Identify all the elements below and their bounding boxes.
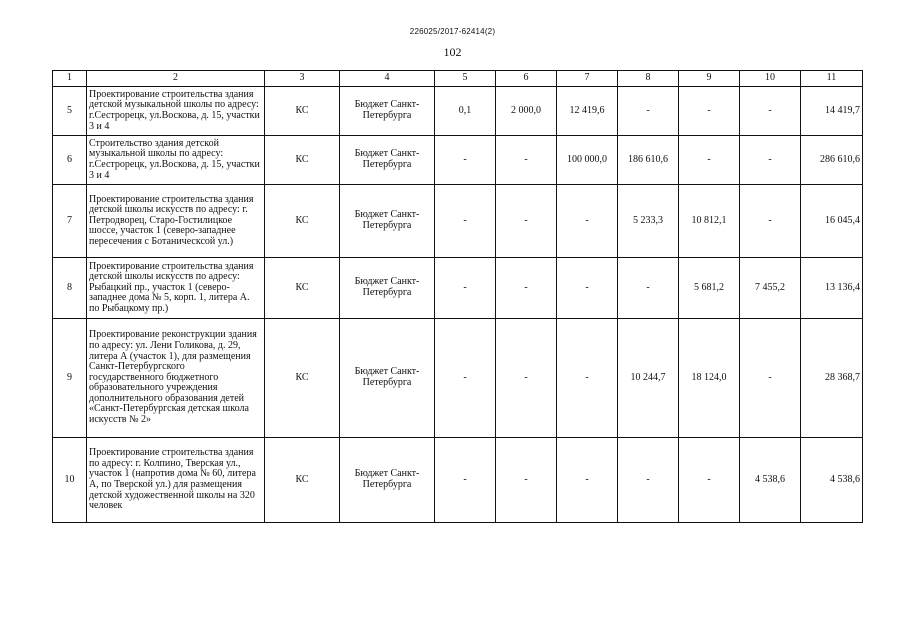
value-total: 13 136,4 <box>801 258 863 319</box>
table-row <box>53 319 863 438</box>
value-col-6: - <box>496 438 557 523</box>
value-col-6: - <box>496 185 557 258</box>
value-col-9: - <box>679 136 740 185</box>
budget-table <box>52 70 863 523</box>
funding-source: Бюджет Санкт-Петербурга <box>340 258 435 319</box>
value-col-9: 10 812,1 <box>679 185 740 258</box>
column-header: 5 <box>435 71 496 87</box>
value-total: 28 368,7 <box>801 319 863 438</box>
document-id: 226025/2017-62414(2) <box>409 27 496 36</box>
object-description: Проектирование реконструкции здания по адресу: ул. Лени Голикова, д. 29, литера А (участок 1), для размещения Санкт-Петербургского государственного бюджетного образовательного учреждения дополнительного образования детей «Санкт-Петербургская детская школа искусств № 2» <box>87 319 265 438</box>
row-number: 6 <box>53 136 87 185</box>
value-col-9: 5 681,2 <box>679 258 740 319</box>
value-col-8: 5 233,3 <box>618 185 679 258</box>
row-number: 7 <box>53 185 87 258</box>
funding-source: Бюджет Санкт-Петербурга <box>340 87 435 136</box>
value-col-7: - <box>557 319 618 438</box>
value-col-10: - <box>740 136 801 185</box>
row-number: 8 <box>53 258 87 319</box>
table-row <box>53 258 863 319</box>
value-col-5: - <box>435 136 496 185</box>
row-number: 5 <box>53 87 87 136</box>
column-header: 6 <box>496 71 557 87</box>
value-col-8: - <box>618 258 679 319</box>
value-col-9: - <box>679 87 740 136</box>
value-total: 14 419,7 <box>801 87 863 136</box>
value-total: 16 045,4 <box>801 185 863 258</box>
value-col-7: - <box>557 438 618 523</box>
value-col-7: - <box>557 185 618 258</box>
table-row <box>53 438 863 523</box>
funding-source: Бюджет Санкт-Петербурга <box>340 136 435 185</box>
page-number: 102 <box>443 45 462 59</box>
value-col-6: 2 000,0 <box>496 87 557 136</box>
value-col-5: - <box>435 185 496 258</box>
value-col-10: 4 538,6 <box>740 438 801 523</box>
value-col-7: 12 419,6 <box>557 87 618 136</box>
work-type: КС <box>265 87 340 136</box>
column-header: 1 <box>53 71 87 87</box>
value-col-9: - <box>679 438 740 523</box>
value-col-7: - <box>557 258 618 319</box>
funding-source: Бюджет Санкт-Петербурга <box>340 185 435 258</box>
column-header: 7 <box>557 71 618 87</box>
table-row <box>53 185 863 258</box>
value-col-10: - <box>740 87 801 136</box>
column-header: 4 <box>340 71 435 87</box>
value-col-5: - <box>435 258 496 319</box>
value-col-10: - <box>740 185 801 258</box>
value-total: 4 538,6 <box>801 438 863 523</box>
work-type: КС <box>265 258 340 319</box>
column-number-row <box>53 71 863 87</box>
row-number: 9 <box>53 319 87 438</box>
value-col-10: 7 455,2 <box>740 258 801 319</box>
value-col-8: - <box>618 87 679 136</box>
value-col-6: - <box>496 136 557 185</box>
value-col-8: 10 244,7 <box>618 319 679 438</box>
value-col-5: - <box>435 319 496 438</box>
value-col-7: 100 000,0 <box>557 136 618 185</box>
funding-source: Бюджет Санкт-Петербурга <box>340 438 435 523</box>
object-description: Проектирование строительства здания детской школы искусств по адресу: Рыбацкий пр., участок 1 (северо-западнее дома № 5, корп. 1, литера А. по Рыбацкому пр.) <box>87 258 265 319</box>
value-col-6: - <box>496 319 557 438</box>
value-col-10: - <box>740 319 801 438</box>
value-col-6: - <box>496 258 557 319</box>
object-description: Строительство здания детской музыкальной школы по адресу: г.Сестрорецк, ул.Воскова, д. 15, участки 3 и 4 <box>87 136 265 185</box>
value-col-9: 18 124,0 <box>679 319 740 438</box>
work-type: КС <box>265 136 340 185</box>
object-description: Проектирование строительства здания по адресу: г. Колпино, Тверская ул., участок 1 (напротив дома № 60, литера А, по Тверской ул.) для размещения детской художественной школы на 320 человек <box>87 438 265 523</box>
value-col-5: 0,1 <box>435 87 496 136</box>
work-type: КС <box>265 438 340 523</box>
value-col-8: 186 610,6 <box>618 136 679 185</box>
column-header: 2 <box>87 71 265 87</box>
object-description: Проектирование строительства здания детской школы искусств по адресу: г. Петродворец, Старо-Гостилицкое шоссе, участок 1 (северо-западнее пересечения с Ботаническсой ул.) <box>87 185 265 258</box>
row-number: 10 <box>53 438 87 523</box>
object-description: Проектирование строительства здания детской музыкальной школы по адресу: г.Сестрорецк, ул.Воскова, д. 15, участки 3 и 4 <box>87 87 265 136</box>
value-total: 286 610,6 <box>801 136 863 185</box>
table-row <box>53 87 863 136</box>
column-header: 8 <box>618 71 679 87</box>
column-header: 10 <box>740 71 801 87</box>
funding-source: Бюджет Санкт-Петербурга <box>340 319 435 438</box>
column-header: 3 <box>265 71 340 87</box>
value-col-5: - <box>435 438 496 523</box>
work-type: КС <box>265 319 340 438</box>
work-type: КС <box>265 185 340 258</box>
value-col-8: - <box>618 438 679 523</box>
column-header: 11 <box>801 71 863 87</box>
column-header: 9 <box>679 71 740 87</box>
table-row <box>53 136 863 185</box>
